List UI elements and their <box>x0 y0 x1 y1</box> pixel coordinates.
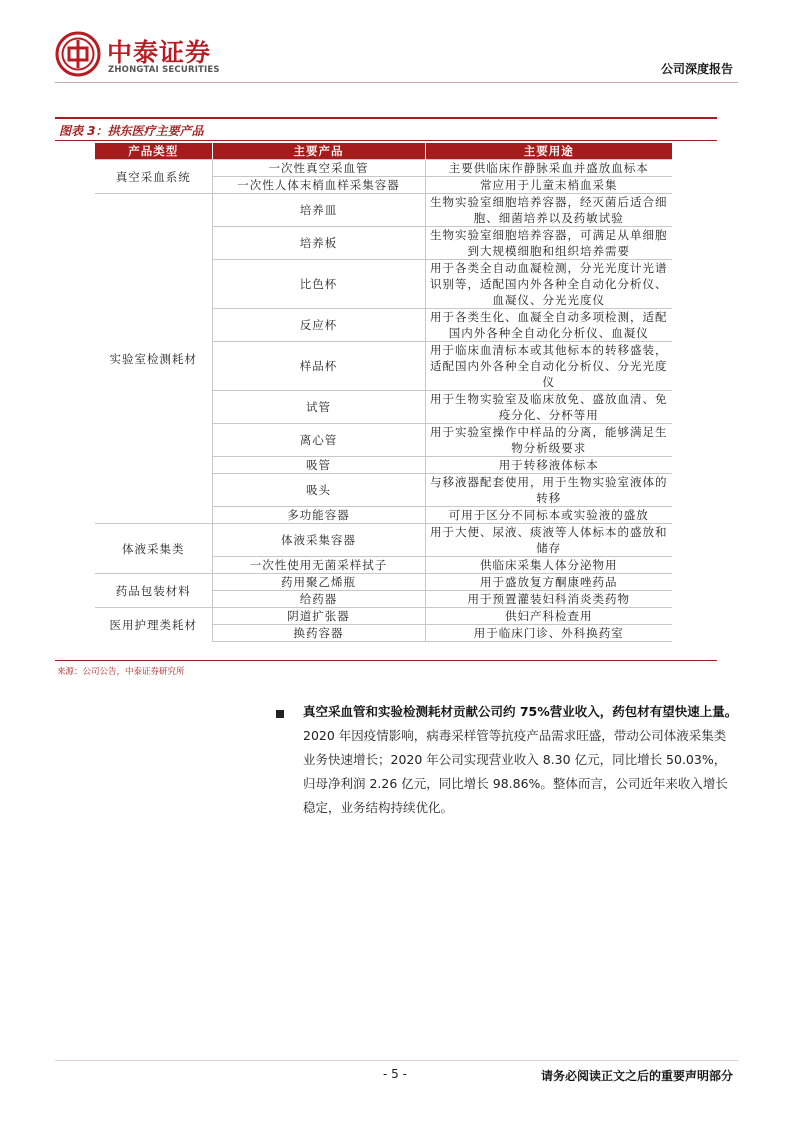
usage-cell: 用于各类全自动血凝检测，分光光度计光谱识别等，适配国内外各种全自动化分析仪、血凝仪、分光光度仪 <box>425 260 672 309</box>
product-cell: 离心管 <box>212 424 425 457</box>
report-type-label: 公司深度报告 <box>660 62 733 76</box>
product-cell: 反应杯 <box>212 309 425 342</box>
usage-cell: 供妇产科检查用 <box>425 608 672 625</box>
footer-disclaimer: 请务必阅读正文之后的重要声明部分 <box>540 1069 733 1083</box>
column-header-usage: 主要用途 <box>425 143 672 160</box>
product-cell: 一次性真空采血管 <box>212 160 425 177</box>
table-row <box>95 160 672 177</box>
company-logo <box>55 31 245 79</box>
usage-cell: 生物实验室细胞培养容器，可满足从单细胞到大规模细胞和组织培养需要 <box>425 227 672 260</box>
usage-cell: 用于预置灌装妇科消炎类药物 <box>425 591 672 608</box>
table-body <box>95 160 672 642</box>
usage-cell: 用于临床血清标本或其他标本的转移盛装，适配国内外各种全自动化分析仪、分光光度仪 <box>425 342 672 391</box>
category-cell: 药品包装材料 <box>95 574 212 608</box>
header-divider <box>55 82 738 83</box>
product-cell: 吸头 <box>212 474 425 507</box>
table-row <box>95 574 672 591</box>
product-cell: 试管 <box>212 391 425 424</box>
category-cell: 真空采血系统 <box>95 160 212 194</box>
usage-cell: 用于转移液体标本 <box>425 457 672 474</box>
product-cell: 多功能容器 <box>212 507 425 524</box>
product-cell: 样品杯 <box>212 342 425 391</box>
usage-cell: 供临床采集人体分泌物用 <box>425 557 672 574</box>
usage-cell: 用于各类生化、血凝全自动多项检测，适配国内外各种全自动化分析仪、血凝仪 <box>425 309 672 342</box>
figure-title-bar <box>55 117 717 141</box>
usage-cell: 可用于区分不同标本或实验液的盛放 <box>425 507 672 524</box>
usage-cell: 生物实验室细胞培养容器，经灭菌后适合细胞、细菌培养以及药敏试验 <box>425 194 672 227</box>
paragraph-lead: 真空采血管和实验检测耗材贡献公司约 75%营业收入，药包材有望快速上量。 <box>303 704 738 719</box>
analysis-paragraph <box>303 700 738 820</box>
product-cell: 体液采集容器 <box>212 524 425 557</box>
figure-title: 图表 3：拱东医疗主要产品 <box>59 124 204 138</box>
figure-source: 来源：公司公告，中泰证券研究所 <box>57 667 185 677</box>
product-cell: 比色杯 <box>212 260 425 309</box>
table-row <box>95 608 672 625</box>
product-cell: 一次性人体末梢血样采集容器 <box>212 177 425 194</box>
zhongtai-logo-icon <box>55 31 101 77</box>
usage-cell: 主要供临床作静脉采血并盛放血标本 <box>425 160 672 177</box>
product-cell: 一次性使用无菌采样拭子 <box>212 557 425 574</box>
source-divider <box>55 660 717 661</box>
footer-divider <box>55 1060 738 1061</box>
table-header-row <box>95 143 672 160</box>
logo-english-name: ZHONGTAI SECURITIES <box>108 65 220 75</box>
paragraph-text: 2020 年因疫情影响，病毒采样管等抗疫产品需求旺盛，带动公司体液采集类业务快速增长；2020 年公司实现营业收入 8.30 亿元，同比增长 50.03%，归母净利润 2.26 亿元，同比增长 98.86%。整体而言，公司近年来收入增长稳定，业务结构持续优化。 <box>303 728 728 815</box>
category-cell: 体液采集类 <box>95 524 212 574</box>
product-cell: 药用聚乙烯瓶 <box>212 574 425 591</box>
table-row <box>95 194 672 227</box>
usage-cell: 用于临床门诊、外科换药室 <box>425 625 672 642</box>
product-cell: 培养皿 <box>212 194 425 227</box>
product-cell: 吸管 <box>212 457 425 474</box>
bullet-square-icon <box>276 710 284 718</box>
usage-cell: 用于盛放复方酮康唑药品 <box>425 574 672 591</box>
product-cell: 换药容器 <box>212 625 425 642</box>
column-header-product: 主要产品 <box>212 143 425 160</box>
usage-cell: 用于生物实验室及临床放免、盛放血清、免疫分化、分杯等用 <box>425 391 672 424</box>
usage-cell: 与移液器配套使用，用于生物实验室液体的转移 <box>425 474 672 507</box>
category-cell: 医用护理类耗材 <box>95 608 212 642</box>
table-row <box>95 524 672 557</box>
product-cell: 阴道扩张器 <box>212 608 425 625</box>
page-number: - 5 - <box>383 1067 407 1081</box>
category-cell: 实验室检测耗材 <box>95 194 212 524</box>
usage-cell: 常应用于儿童末梢血采集 <box>425 177 672 194</box>
usage-cell: 用于大便、尿液、痰液等人体标本的盛放和储存 <box>425 524 672 557</box>
product-cell: 给药器 <box>212 591 425 608</box>
logo-chinese-name: 中泰证券 <box>107 38 212 67</box>
product-cell: 培养板 <box>212 227 425 260</box>
products-table <box>95 143 672 642</box>
usage-cell: 用于实验室操作中样品的分离，能够满足生物分析级要求 <box>425 424 672 457</box>
column-header-category: 产品类型 <box>95 143 212 160</box>
